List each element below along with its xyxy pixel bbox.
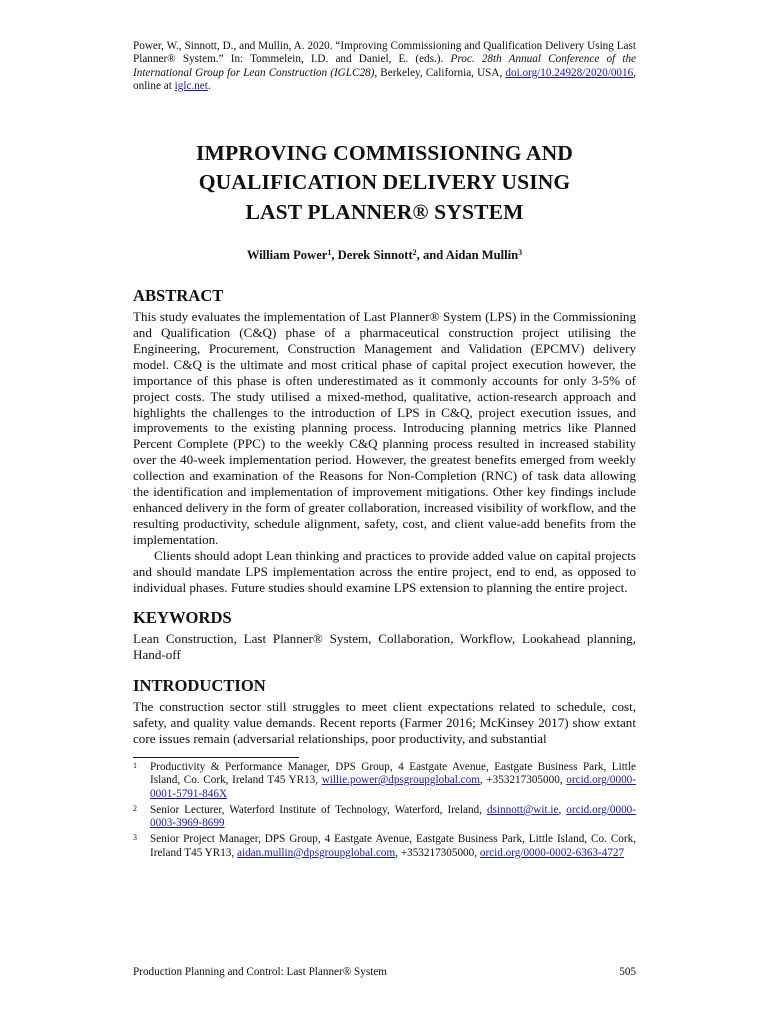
footnote-text	[150, 804, 636, 831]
keywords-text: Lean Construction, Last Planner® System, Collaboration, Workflow, Lookahead planning, Hand-off	[133, 631, 636, 663]
author-footnote-mark: 1	[327, 248, 332, 258]
footnote-3	[133, 833, 636, 860]
page-footer	[133, 965, 636, 979]
footnote-1	[133, 761, 636, 801]
author-name: William Power	[246, 248, 328, 263]
citation-online-text: , online at	[133, 66, 637, 93]
running-footer: Production Planning and Control: Last Planner® System	[133, 966, 387, 978]
footnote-divider	[133, 757, 299, 758]
title-line-2: QUALIFICATION DELIVERY USING	[198, 170, 571, 195]
introduction-text: The construction sector still struggles to meet client expectations related to schedule, cost, safety, and quality value demands. Recent reports (Farmer 2016; McKinsey 2017) show extant core issues remain (adversarial relationships, poor productivity, and substantial	[133, 699, 636, 747]
footnote-phone: , +353217305000,	[395, 846, 480, 859]
title-line-3: LAST PLANNER® SYSTEM	[245, 199, 524, 224]
citation-proceedings: Proc. 28th Annual Conference of the International Group for Lean Construction (IGLC28)	[133, 53, 637, 79]
email-link[interactable]: willie.power@dpsgroupglobal.com	[321, 774, 480, 787]
footnote-number: 3	[133, 833, 137, 843]
author-separator: ,	[331, 248, 338, 263]
author-footnote-mark: 3	[518, 248, 523, 258]
paper-page	[133, 40, 636, 860]
orcid-link[interactable]: orcid.org/0000-0002-6363-4727	[479, 846, 625, 859]
footnote-number: 1	[133, 760, 137, 770]
abstract-heading: ABSTRACT	[133, 286, 224, 306]
abstract-paragraph-1: This study evaluates the implementation of Last Planner® System (LPS) in the Commissioning and Qualification (C&Q) phase of a pharmaceutical construction project utilising the Engineering, Procurement, Construction Management and Validation (EPCMV) delivery model. C&Q is the ultimate and most critical phase of capital project execution however, the importance of this phase is often underestimated as it commonly accounts for only 3-5% of project costs. The study utilised a mixed-method, qualitative, action-research approach and highlights the challenges to the introduction of LPS in C&Q, project execution issues, and improvements to the existing planning process. Introducing planning metrics like Planned Percent Complete (PPC) to the weekly C&Q planning process resulted in increased stability over the 40-week implementation period. However, the greatest benefits emerged from weekly collection and examination of the Reasons for Non-Completion (RNC) of task data allowing the identification and implementation of improvement mitigations. Other key findings include enhanced delivery in the form of greater collaboration, increased visibility of workflow, and the resulting productivity, schedule alignment, safety, cost, and client value-add benefits from the implementation.	[133, 309, 636, 547]
paper-title	[133, 139, 636, 228]
footnote-affiliation: Senior Project Manager, DPS Group, 4 Eastgate Avenue, Eastgate Business Park, Little Island, Co. Cork, Ireland T45 YR13,	[150, 833, 636, 859]
orcid-link[interactable]: orcid.org/0000-0003-3969-8699	[150, 803, 636, 830]
introduction-heading: INTRODUCTION	[133, 676, 266, 696]
abstract-paragraph-2: Clients should adopt Lean thinking and practices to provide added value on capital projects and should mandate LPS implementation across the entire project, end to end, as opposed to individual phases. Future studies should examine LPS extension to planning the entire project.	[133, 547, 636, 595]
citation	[133, 40, 636, 94]
title-line-1: IMPROVING COMMISSIONING AND	[195, 140, 573, 165]
citation-end: .	[207, 80, 211, 93]
orcid-link[interactable]: orcid.org/0000-0001-5791-846X	[150, 774, 636, 800]
footnote-affiliation: Senior Lecturer, Waterford Institute of Technology, Waterford, Ireland,	[150, 803, 487, 816]
footnote-text	[150, 833, 636, 860]
keywords-heading: KEYWORDS	[133, 608, 232, 628]
email-link[interactable]: aidan.mullin@dpsgroupglobal.com	[237, 846, 396, 859]
doi-link[interactable]: doi.org/10.24928/2020/0016	[505, 66, 634, 79]
author-footnote-mark: 2	[412, 248, 417, 258]
footnote-2	[133, 804, 636, 831]
citation-text: Power, W., Sinnott, D., and Mullin, A. 2020. “Improving Commissioning and Qualification Delivery Using Last Planner® System.” In: Tommelein, I.D. and Daniel, E. (eds.).	[133, 40, 636, 66]
author-name: Aidan Mullin	[445, 248, 519, 263]
footnote-text	[150, 761, 636, 801]
email-link[interactable]: dsinnott@wit.ie	[486, 803, 559, 816]
iglc-link[interactable]: iglc.net	[174, 80, 208, 93]
page-number: 505	[619, 966, 636, 978]
author-name: Derek Sinnott	[337, 248, 413, 263]
footnote-number: 2	[133, 803, 137, 813]
citation-location: , Berkeley, California, USA,	[374, 66, 506, 79]
footnote-phone: , +353217305000,	[479, 774, 567, 787]
author-separator: , and	[416, 248, 446, 263]
footnote-affiliation: Productivity & Performance Manager, DPS Group, 4 Eastgate Avenue, Eastgate Business Park, Little Island, Co. Cork, Ireland T45 YR13,	[150, 760, 636, 787]
author-list	[133, 247, 636, 263]
footnote-separator: ,	[558, 803, 567, 816]
